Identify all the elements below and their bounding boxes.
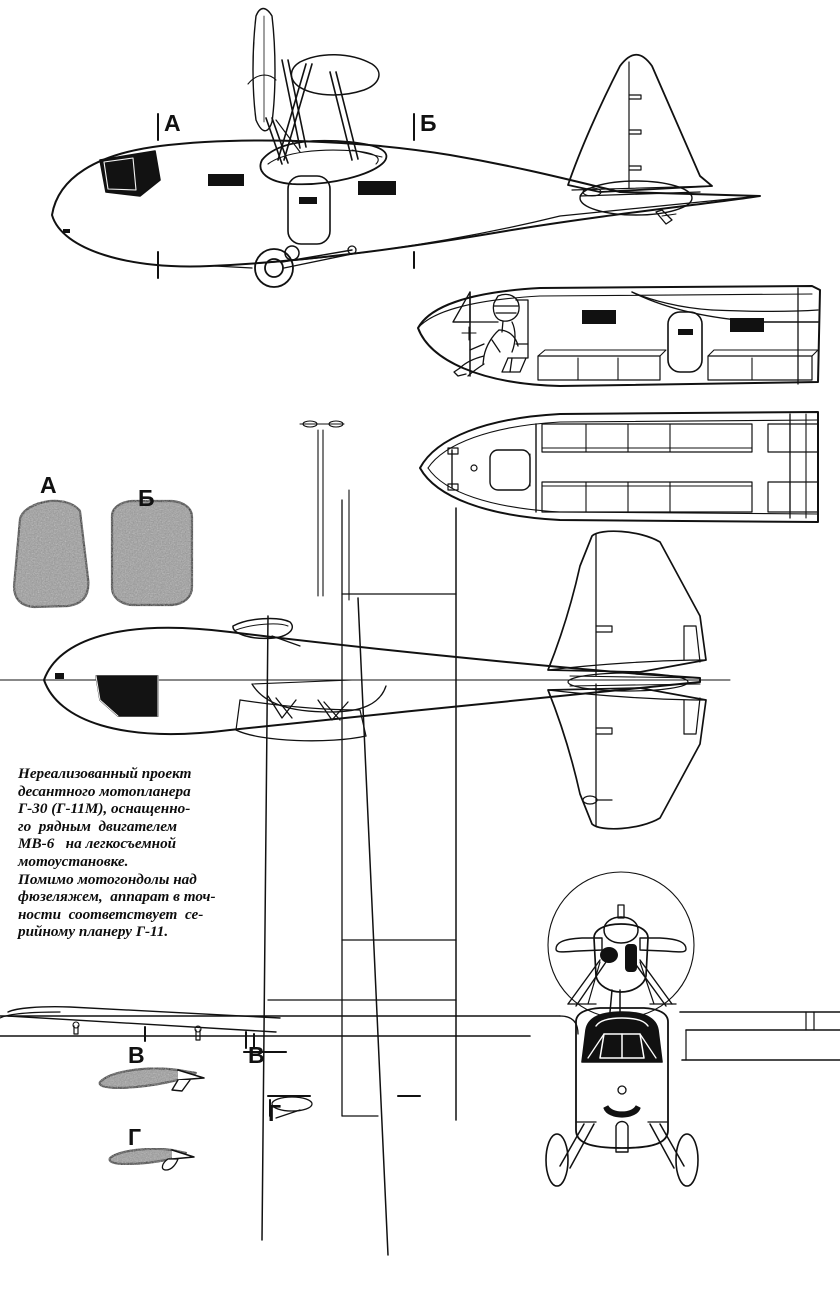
side-view-top xyxy=(52,9,760,288)
section-label-b: Б xyxy=(138,485,156,511)
caption-block xyxy=(18,765,258,941)
section-callout-ticks xyxy=(158,114,420,1116)
caption-line: ности соответствует се- xyxy=(18,905,204,923)
airfoil-g xyxy=(110,1149,194,1170)
caption-line: десантного мотопланера xyxy=(18,782,191,800)
caption-line: Помимо мотогондолы над xyxy=(18,870,197,888)
cross-section-b xyxy=(112,501,192,605)
caption-line: го рядным двигателем xyxy=(18,817,178,835)
caption-line: Нереализованный проект xyxy=(18,765,192,782)
caption-line: мотоустановке. xyxy=(18,852,129,870)
airfoil-label-g: Г xyxy=(128,1124,142,1150)
fuselage-interior-side xyxy=(418,286,820,386)
section-mark-a-top: А xyxy=(164,110,182,136)
caption-line: МВ-6 на легкосъемной xyxy=(18,835,177,853)
cross-section-a xyxy=(14,501,88,607)
caption-line: рийному планеру Г-11. xyxy=(18,923,169,941)
airfoil-v xyxy=(100,1069,204,1092)
section-mark-b-top: Б xyxy=(420,110,438,136)
section-mark-v: В xyxy=(248,1042,266,1068)
section-mark-g: Г xyxy=(268,1100,282,1126)
caption-line: Г-30 (Г-11М), оснащенно- xyxy=(18,800,191,818)
caption-line: фюзеляжем, аппарат в точ- xyxy=(18,888,216,906)
fuselage-interior-plan xyxy=(420,412,818,522)
section-label-a: А xyxy=(40,472,58,498)
airfoil-label-v: В xyxy=(128,1042,146,1068)
